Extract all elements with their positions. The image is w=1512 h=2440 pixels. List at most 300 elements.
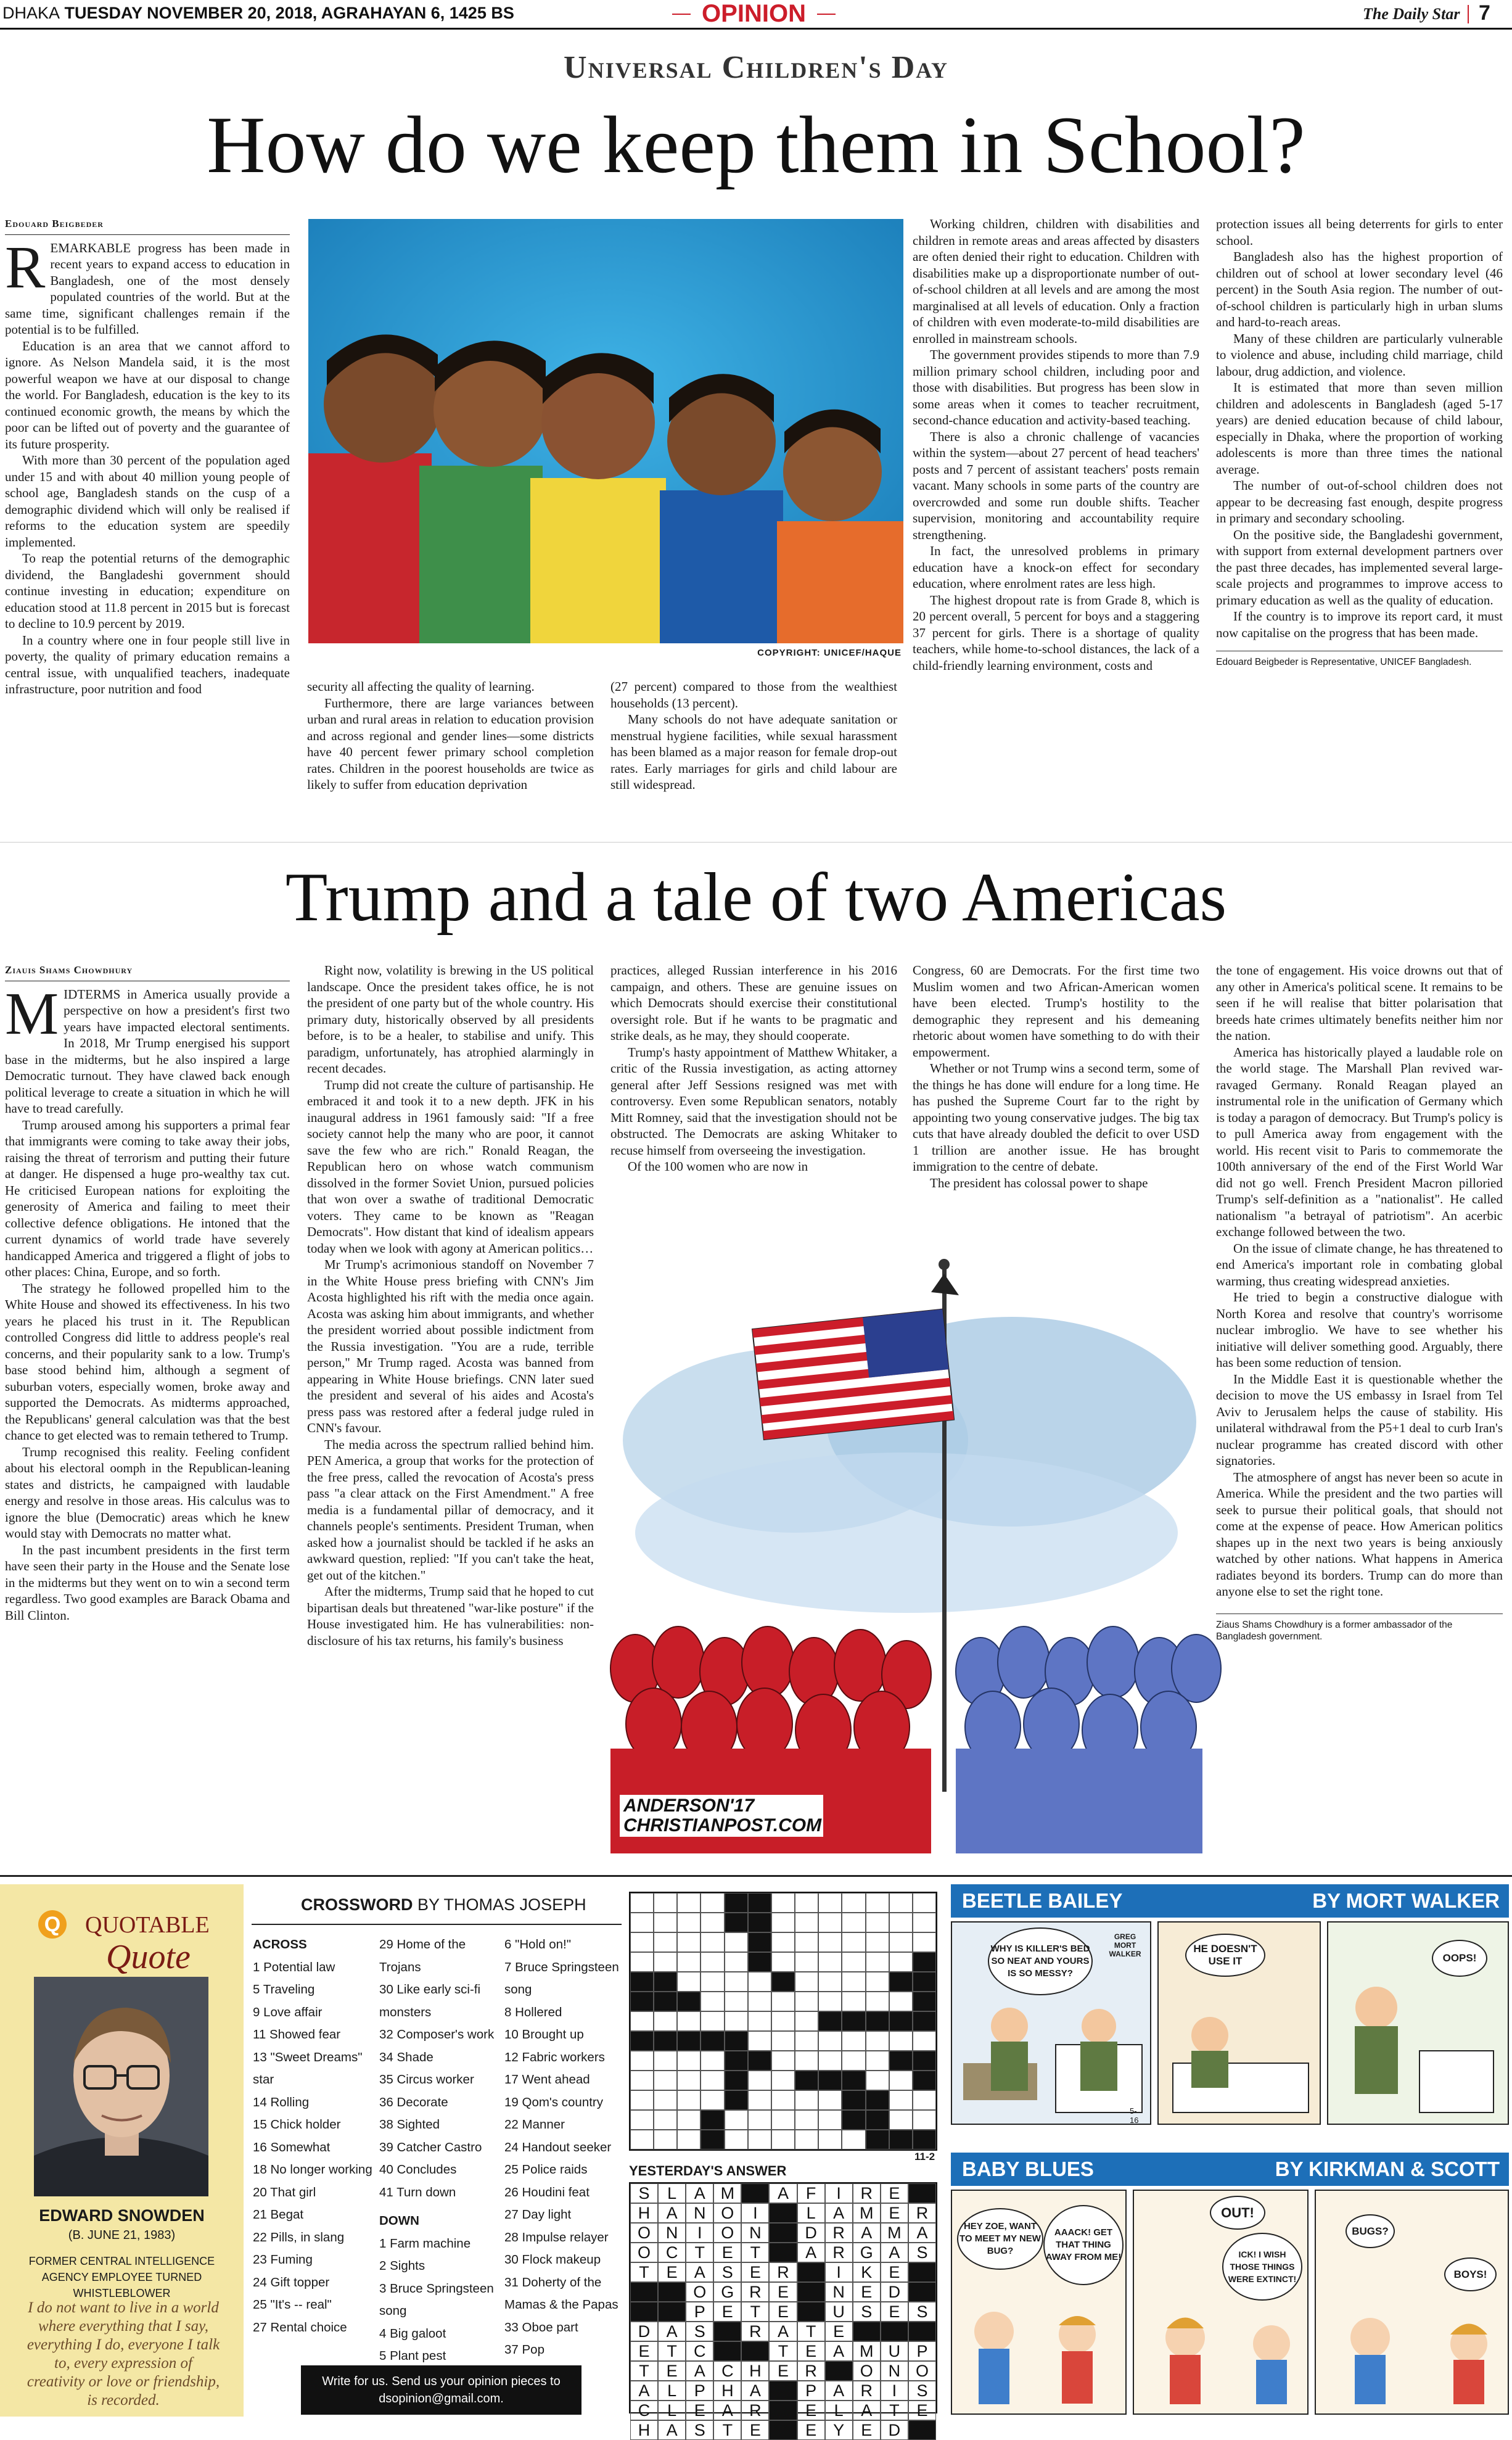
cartoon-signature: ANDERSON'17 CHRISTIANPOST.COM (620, 1795, 823, 1837)
answer-cell: O (713, 2223, 741, 2243)
answer-cell (769, 2243, 797, 2262)
grid-cell (725, 2071, 748, 2090)
article1-kicker: Universal Children's Day (564, 50, 948, 85)
answer-cell: T (630, 2262, 658, 2282)
answer-cell: M (853, 2203, 881, 2223)
comic2-strip (951, 2190, 1509, 2415)
grid-cell[interactable] (913, 2110, 936, 2130)
answer-cell (908, 2322, 936, 2341)
grid-cell[interactable] (889, 1932, 913, 1952)
answer-cell: C (686, 2341, 713, 2361)
answer-cell: T (630, 2361, 658, 2381)
answer-cell: G (853, 2243, 881, 2262)
grid-cell[interactable] (866, 2071, 889, 2090)
answer-cell: E (769, 2282, 797, 2302)
answer-cell (658, 2282, 686, 2302)
grid-cell[interactable] (795, 1952, 818, 1972)
grid-cell[interactable] (630, 1893, 654, 1913)
grid-cell[interactable] (889, 1913, 913, 1932)
grid-cell[interactable] (842, 1952, 865, 1972)
drop-cap: R (5, 234, 46, 301)
grid-cell[interactable] (866, 2031, 889, 2051)
answer-cell: E (630, 2341, 658, 2361)
grid-cell (654, 1972, 677, 1992)
answer-cell: A (658, 2420, 686, 2440)
answer-cell: A (825, 2341, 853, 2361)
answer-cell: A (658, 2322, 686, 2341)
grid-cell[interactable] (795, 2031, 818, 2051)
grid-cell[interactable] (795, 2051, 818, 2071)
grid-cell (677, 1992, 701, 2011)
grid-cell[interactable] (654, 1932, 677, 1952)
answer-cell: N (881, 2361, 908, 2381)
answer-cell (853, 2322, 881, 2341)
article2-col1: Ziauis Shams Chowdhury MIDTERMS in America usually provide a perspective on how a president's first two years have impacted electoral sentiments. In 2018, Mr Trump energised his support base in the midterms, but he also inspired a large Democratic turnout. They have clawed back enough political leverage to create a situation in which he will have to tread carefully. Trump aroused among his supporters a primal fear that immigrants were coming to take away their jobs, raising the threat of terrorism and putting their future at danger. He dispensed a huge pro-wealthy tax cut. He criticised European nations for exploiting the generosity of America and failing to meet their collective defence obligations. He intoned that the current dynamics of world trade have severely handicapped America and triggered a flight of jobs to other places: China, Europe, and so forth. The strategy he followed propelled him to the White House and showed its effectiveness. In his two years he placed his trust in it. The Republican controlled Congress did little to address people's real concerns, and their popularity sank to a low. Trump's base stood behind him, although a segment of suburban voters, especially women, broke away and supported the Democrats. As midterms approached, the Republicans' general calculation was that the best chance to get elected was to remain tethered to Trump. Trump recognised this reality. Feeling confident about his electoral oomph in the Republican-leaning states and districts, he campaigned with laudable energy and resolve in those areas. His calculus was to ignore the blue (Democratic) areas which he knew would stay with Democrats no matter what. In the past incumbent presidents in the first term have seen their party in the House and the Senate lose in the midterms but they went on to win a second term regardless. Two good examples are Barack Obama and Bill Clinton. (5, 962, 290, 1850)
grid-cell[interactable] (889, 2031, 913, 2051)
answer-cell: T (741, 2302, 769, 2322)
masthead (0, 0, 1512, 30)
grid-cell[interactable] (677, 1893, 701, 1913)
article2-col3: practices, alleged Russian interference in his 2016 campaign, and others. These are genuine issues on which Democrats should exercise their constitutional oversight role. But if he wants to be pragmatic and strike deals, as he may, they should cooperate. Trump's hasty appointment of Matthew Whitaker, a critic of the Russia investigation, as acting attorney general after Jeff Sessions resigned was met with controversy. Even some Republican senators, notably Mitt Romney, said that the investigation should not be obstructed. The Democrats are asking Whitaker to recuse himself from overseeing the investigation. Of the 100 women who are now in (610, 963, 897, 1174)
grid-cell[interactable] (725, 1952, 748, 1972)
grid-cell[interactable] (866, 1893, 889, 1913)
answer-cell (908, 2420, 936, 2440)
grid-cell[interactable] (818, 1893, 842, 1913)
grid-cell[interactable] (842, 1893, 865, 1913)
answer-cell: M (713, 2183, 741, 2203)
grid-cell[interactable] (913, 2090, 936, 2110)
grid-cell[interactable] (795, 1972, 818, 1992)
grid-cell[interactable] (654, 2051, 677, 2071)
answer-cell (769, 2223, 797, 2243)
grid-cell[interactable] (654, 1893, 677, 1913)
grid-cell[interactable] (842, 2051, 865, 2071)
clues-col2: 29 Home of the Trojans 30 Like early sci-fi monsters 32 Composer's work 34 Shade 35 Circus worker 36 Decorate 38 Sighted 39 Catcher Castro 40 Concludes 41 Turn down DOWN 1 Farm machine 2 Sights 3 Bruce Springsteen song 4 Big galoot 5 Plant pest (379, 1937, 495, 2363)
answer-cell: R (741, 2401, 769, 2420)
answer-cell: K (853, 2262, 881, 2282)
grid-cell[interactable] (818, 2110, 842, 2130)
grid-cell[interactable] (771, 1913, 795, 1932)
article2-col5: the tone of engagement. His voice drowns out that of any other in America's political scene. It remains to be seen if he will realise that bitter polarisation that breeds hate crimes ultimately benefits neither him nor the nation. America has historically played a laudable role on the world stage. The Marshall Plan revived war-ravaged Germany. Ronald Reagan played an instrumental role in the unification of Germany which is today a paragon of democracy. But Trump's policy is to pull America away from engagement with the world. His recent visit to Paris to commemorate the 100th anniversary of the end of the First World War did not go well. French President Macron pilloried Trump's self-definition as a "nationalist". He called nationalism "a betrayal of patriotism". An acerbic exchange followed between the two. On the issue of climate change, he has threatened to end America's important role in combating global warming, thus creating widespread anxieties. He tried to begin a constructive dialogue with North Korea and resolve that country's worrisome nuclear imbroglio. We have to see whether his initiative will deliver something good. Arguably, there has been some reduction of tension. In the Middle East it is questionable whether the decision to move the US embassy in Israel from Tel Aviv to Jerusalem helps the cause of stability. His unilateral withdrawal from the P5+1 deal to curb Iran's nuclear programme has created discord with other signatories. The atmosphere of angst has never been so acute in America. While the president and the two parties will seek to pursue their political goals, that should not come at the expense of peace. How American politics shapes up in the next two years is being anxiously watched by other nations. What happens in America radiates beyond its borders. Trump can do more than anyone else to set the right tone. Ziaus Shams Chowdhury is a former ambassador of the Bangladesh government. (1216, 963, 1503, 1642)
grid-cell[interactable] (771, 2031, 795, 2051)
grid-cell[interactable] (913, 1932, 936, 1952)
grid-cell[interactable] (842, 1932, 865, 1952)
grid-cell[interactable] (725, 1972, 748, 1992)
quote-label: QUOTABLE (85, 1912, 210, 1938)
grid-cell[interactable] (630, 2130, 654, 2149)
grid-cell[interactable] (866, 2051, 889, 2071)
crossword (252, 1884, 942, 2439)
answer-cell (797, 2302, 825, 2322)
grid-cell[interactable] (725, 1992, 748, 2011)
grid-cell[interactable] (677, 1952, 701, 1972)
grid-cell[interactable] (818, 1952, 842, 1972)
answer-label: YESTERDAY'S ANSWER (629, 2163, 787, 2178)
grid-cell[interactable] (677, 2051, 701, 2071)
grid-cell (771, 1972, 795, 1992)
crossword-author: BY THOMAS JOSEPH (417, 1895, 586, 1914)
answer-cell: T (686, 2243, 713, 2262)
grid-cell[interactable] (654, 2090, 677, 2110)
answer-cell: D (797, 2223, 825, 2243)
grid-cell[interactable] (866, 1913, 889, 1932)
answer-cell: E (908, 2401, 936, 2420)
grid-cell[interactable] (630, 1932, 654, 1952)
answer-cell (769, 2401, 797, 2420)
answer-cell: A (741, 2381, 769, 2401)
grid-cell[interactable] (677, 2090, 701, 2110)
grid-cell[interactable] (630, 1913, 654, 1932)
grid-cell[interactable] (748, 2011, 771, 2031)
grid-cell (795, 2071, 818, 2090)
answer-cell: T (881, 2401, 908, 2420)
answer-cell: S (686, 2420, 713, 2440)
answer-cell: A (769, 2183, 797, 2203)
grid-cell[interactable] (701, 1932, 724, 1952)
grid-cell[interactable] (677, 1972, 701, 1992)
grid-cell[interactable] (630, 2071, 654, 2090)
grid-cell[interactable] (725, 2110, 748, 2130)
grid-cell[interactable] (630, 2051, 654, 2071)
grid-cell (913, 2130, 936, 2149)
grid-cell[interactable] (889, 2090, 913, 2110)
grid-cell[interactable] (842, 1972, 865, 1992)
answer-cell: P (686, 2381, 713, 2401)
comic2-bubble3: OUT! (1210, 2196, 1265, 2230)
answer-cell: A (713, 2401, 741, 2420)
answer-cell: T (769, 2341, 797, 2361)
grid-cell[interactable] (795, 2130, 818, 2149)
comic1-header (951, 1884, 1509, 1918)
answer-cell: R (908, 2203, 936, 2223)
answer-cell: L (658, 2401, 686, 2420)
answer-cell (630, 2282, 658, 2302)
grid-cell[interactable] (701, 1972, 724, 1992)
grid-cell[interactable] (654, 2110, 677, 2130)
grid-cell (725, 1913, 748, 1932)
grid-cell (748, 1952, 771, 1972)
comic2-bubble6: BOYS! (1444, 2257, 1497, 2291)
article2-col4: Congress, 60 are Democrats. For the first time two Muslim women and two African-American women have been elected. Trump's hostility to the demographic they represent and his demeaning rhetoric about women have something to do with their empowerment. Whether or not Trump wins a second term, some of the things he has done will endure for a long time. He has pushed the Supreme Court far to the right by appointing two young conservative judges. The big tax cuts that have already doubled the deficit to over USD 1 trillion are another issue. He has brought immigration to the centre of debate. The president has colossal power to shape (913, 963, 1199, 1190)
grid-cell[interactable] (818, 2031, 842, 2051)
grid-cell (889, 2011, 913, 2031)
answer-cell: U (881, 2341, 908, 2361)
answer-cell: A (797, 2243, 825, 2262)
grid-cell[interactable] (842, 2130, 865, 2149)
article2-title: Trump and a tale of two Americas (285, 859, 1227, 936)
grid-cell[interactable] (795, 1992, 818, 2011)
grid-cell[interactable] (866, 1972, 889, 1992)
grid-cell[interactable] (654, 2011, 677, 2031)
answer-cell: A (686, 2183, 713, 2203)
answer-cell: E (881, 2203, 908, 2223)
section-label: OPINION (691, 0, 817, 27)
answer-cell: S (713, 2262, 741, 2282)
article1-col2: security all affecting the quality of learning. Furthermore, there are large variances between urban and rural areas in relation to education provision and across regional and gender lines—some districts have 40 percent fewer primary school completion rates. Children in the poorest households are twice as likely to suffer from education deprivation (307, 679, 594, 792)
answer-cell (908, 2183, 936, 2203)
photo-credit: COPYRIGHT: UNICEF/HAQUE (757, 648, 902, 658)
answer-grid (629, 2182, 937, 2439)
answer-cell: R (797, 2361, 825, 2381)
grid-cell[interactable] (795, 2110, 818, 2130)
answer-cell (741, 2183, 769, 2203)
grid-cell[interactable] (630, 2090, 654, 2110)
answer-cell: H (741, 2361, 769, 2381)
answer-cell: I (825, 2262, 853, 2282)
answer-cell: E (797, 2420, 825, 2440)
article1-col5: protection issues all being deterrents for girls to enter school. Bangladesh also has the highest proportion of children out of school at lower secondary level (46 percent) in the South Asia region. The number of out-of-school children is particularly high in urban slums and hard-to-reach areas. Many of these children are particularly vulnerable to violence and abuse, including child marriage, child labour, drug addiction, and violence. It is estimated that more than seven million children and adolescents in Bangladesh (aged 5-17 years) are denied education because of child labour, especially in Dhaka, where the proportion of working adolescents is more than three times the national average. The number of out-of-school children does not appear to be decreasing fast enough, despite progress in primary and secondary schooling. On the positive side, the Bangladeshi government, with support from external development partners over the past three decades, has implemented several large-scale projects and programmes to improve access to primary education as well as the quality of education. If the country is to improve its report card, it must now capitalise on the progress that has been made. Edouard Beigbeder is Representative, UNICEF Bangladesh. (1216, 216, 1503, 667)
grid-cell[interactable] (771, 1952, 795, 1972)
answer-cell: O (630, 2243, 658, 2262)
grid-cell[interactable] (725, 2011, 748, 2031)
grid-cell (630, 1992, 654, 2011)
answer-cell (908, 2262, 936, 2282)
article1-byline: Edouard Beigbeder (5, 216, 290, 235)
grid-cell[interactable] (795, 2090, 818, 2110)
comic1-bubble3: OOPS! (1432, 1940, 1487, 1977)
grid-cell[interactable] (701, 2071, 724, 2090)
grid-cell[interactable] (771, 2071, 795, 2090)
grid-cell[interactable] (630, 2011, 654, 2031)
grid-cell[interactable] (771, 2110, 795, 2130)
answer-cell: H (630, 2420, 658, 2440)
grid-cell[interactable] (913, 1913, 936, 1932)
grid-cell[interactable] (771, 2011, 795, 2031)
grid-cell (913, 1972, 936, 1992)
comic1-date: 5-16 (1130, 2106, 1139, 2125)
grid-cell[interactable] (677, 1913, 701, 1932)
grid-cell (701, 2130, 724, 2149)
grid-cell[interactable] (818, 1992, 842, 2011)
answer-cell: C (713, 2361, 741, 2381)
answer-cell (769, 2381, 797, 2401)
snowden-photo (34, 1977, 208, 2196)
comic1-title: BEETLE BAILEY (962, 1889, 1123, 1912)
grid-cell (913, 2011, 936, 2031)
comic1-bubble2: HE DOESN'T USE IT (1185, 1934, 1265, 1977)
answer-cell: S (908, 2243, 936, 2262)
grid-cell[interactable] (818, 2051, 842, 2071)
grid-cell (748, 1913, 771, 1932)
answer-cell: O (713, 2203, 741, 2223)
quote-born: (B. JUNE 21, 1983) (68, 2228, 176, 2242)
comic1-author: BY MORT WALKER (1312, 1889, 1500, 1912)
grid-cell[interactable] (842, 2031, 865, 2051)
grid-cell[interactable] (748, 2071, 771, 2090)
grid-cell[interactable] (654, 1952, 677, 1972)
grid-cell[interactable] (889, 1952, 913, 1972)
answer-cell: I (881, 2381, 908, 2401)
grid-cell (725, 2031, 748, 2051)
grid-cell[interactable] (701, 1913, 724, 1932)
grid-cell[interactable] (889, 1992, 913, 2011)
answer-cell (797, 2282, 825, 2302)
grid-cell (654, 2031, 677, 2051)
grid-cell[interactable] (818, 1972, 842, 1992)
grid-cell[interactable] (771, 1893, 795, 1913)
grid-cell[interactable] (866, 1932, 889, 1952)
grid-cell (701, 2031, 724, 2051)
grid-cell[interactable] (677, 2011, 701, 2031)
grid-cell (748, 1893, 771, 1913)
answer-cell: H (630, 2203, 658, 2223)
grid-cell[interactable] (725, 1932, 748, 1952)
answer-cell: E (658, 2361, 686, 2381)
answer-cell: N (658, 2223, 686, 2243)
grid-cell[interactable] (771, 1992, 795, 2011)
quote-box (0, 1884, 244, 2417)
grid-cell[interactable] (701, 1952, 724, 1972)
grid-cell[interactable] (771, 2090, 795, 2110)
answer-cell: R (741, 2282, 769, 2302)
article1-bio: Edouard Beigbeder is Representative, UNICEF Bangladesh. (1216, 651, 1503, 668)
grid-cell[interactable] (818, 1913, 842, 1932)
comic2-bubble2: AAACK! GET THAT THING AWAY FROM ME! (1043, 2205, 1124, 2285)
grid-cell[interactable] (842, 1913, 865, 1932)
grid-cell (701, 2110, 724, 2130)
grid-cell[interactable] (748, 2130, 771, 2149)
page-number: 7 (1479, 1, 1490, 25)
grid-cell[interactable] (677, 2071, 701, 2090)
comic2-title: BABY BLUES (962, 2158, 1094, 2180)
grid-cell[interactable] (748, 2090, 771, 2110)
article1-col1: Edouard Beigbeder REMARKABLE progress has been made in recent years to expand access to education in Bangladesh, one of the most densely populated countries of the world. But at the same time, significant challenges remain if the potential is to be fulfilled. Education is an area that we cannot afford to ignore. As Nelson Mandela said, it is the most powerful weapon we have at our disposal to change the world. For Bangladesh, education is the key to its continued economic growth, the means by which the poor can be lifted out of poverty and the guarantee of its future prosperity. With more than 30 percent of the population aged under 15 and with about 40 million young people of school age, Bangladesh stands on the cusp of a demographic dividend which will only be realised if reforms to the education system are speedily implemented. To reap the potential returns of the demographic dividend, the Bangladeshi government should continue investing in education; expenditure on education stood at 11.8 percent in 2015 but is forecast to decline to 10.9 percent by 2019. In a country where one in four people still live in poverty, the quality of primary education remains a central issue, with unqualified teachers, inadequate infrastructure, poor nutrition and food (5, 216, 290, 820)
answer-cell: H (713, 2381, 741, 2401)
grid-cell[interactable] (771, 1932, 795, 1952)
answer-cell: S (908, 2381, 936, 2401)
answer-cell: R (825, 2223, 853, 2243)
grid-cell (913, 2071, 936, 2090)
grid-cell[interactable] (677, 2110, 701, 2130)
answer-cell (713, 2322, 741, 2341)
grid-cell[interactable] (842, 1992, 865, 2011)
quote-role: FORMER CENTRAL INTELLIGENCE AGENCY EMPLOYEE TURNED WHISTLEBLOWER (28, 2255, 215, 2299)
answer-cell (630, 2302, 658, 2322)
answer-cell: A (630, 2381, 658, 2401)
grid-cell[interactable] (748, 2110, 771, 2130)
answer-cell: P (686, 2302, 713, 2322)
crossword-grid[interactable] (629, 1892, 937, 2151)
answer-cell: E (686, 2401, 713, 2420)
grid-cell[interactable] (889, 2110, 913, 2130)
grid-cell[interactable] (818, 2090, 842, 2110)
quote-label-2: Quote (106, 1938, 191, 1976)
answer-cell: M (853, 2341, 881, 2361)
answer-cell: A (825, 2381, 853, 2401)
answer-cell: L (825, 2401, 853, 2420)
clues-col1: ACROSS 1 Potential law 5 Traveling 9 Love affair 11 Showed fear 13 "Sweet Dreams" star 14 Rolling 15 Chick holder 16 Somewhat 18 No longer working 20 That girl 21 Begat 22 Pills, in slang 23 Fuming 24 Gift topper 25 "It's -- real" 27 Rental choice (253, 1937, 372, 2335)
answer-cell: L (797, 2203, 825, 2223)
grid-cell[interactable] (913, 2031, 936, 2051)
grid-cell[interactable] (677, 1932, 701, 1952)
comic2-bubble4: ICK! I WISH THOSE THINGS WERE EXTINCT! (1222, 2233, 1302, 2301)
grid-cell[interactable] (771, 2130, 795, 2149)
grid-cell (866, 2090, 889, 2110)
answer-cell: E (713, 2302, 741, 2322)
grid-cell[interactable] (889, 1893, 913, 1913)
grid-cell (842, 2011, 865, 2031)
grid-cell[interactable] (701, 2090, 724, 2110)
answer-cell: R (853, 2381, 881, 2401)
answer-cell: E (881, 2183, 908, 2203)
crossword-header (252, 1884, 622, 1925)
grid-cell[interactable] (654, 1913, 677, 1932)
grid-cell[interactable] (748, 1972, 771, 1992)
grid-cell[interactable] (795, 1893, 818, 1913)
grid-cell (913, 1992, 936, 2011)
grid-cell[interactable] (795, 1913, 818, 1932)
answer-cell: P (797, 2381, 825, 2401)
answer-cell: T (741, 2243, 769, 2262)
grid-cell[interactable] (701, 2011, 724, 2031)
answer-cell: A (853, 2401, 881, 2420)
grid-cell[interactable] (630, 1952, 654, 1972)
grid-cell (842, 2110, 865, 2130)
comics (951, 1884, 1509, 2417)
grid-cell[interactable] (913, 1893, 936, 1913)
answer-cell: M (881, 2223, 908, 2243)
answer-cell: T (797, 2322, 825, 2341)
answer-cell: S (853, 2302, 881, 2322)
answer-cell: N (825, 2282, 853, 2302)
answer-cell (881, 2322, 908, 2341)
answer-cell: E (769, 2302, 797, 2322)
grid-cell[interactable] (677, 2130, 701, 2149)
grid-cell (889, 1972, 913, 1992)
grid-cell[interactable] (654, 2071, 677, 2090)
grid-cell (889, 2051, 913, 2071)
answer-cell: E (741, 2420, 769, 2440)
grid-cell (818, 2011, 842, 2031)
article1-col3: (27 percent) compared to those from the wealthiest households (13 percent). Many schools do not have adequate sanitation or menstrual hygiene facilities, while sexual harassment has been blamed as a major reason for female drop-out rates. Early marriages for girls and child labour are still widespread. (610, 679, 897, 792)
grid-cell[interactable] (725, 2130, 748, 2149)
article2-bio: Ziaus Shams Chowdhury is a former ambassador of the Bangladesh government. (1216, 1614, 1503, 1642)
answer-cell (825, 2361, 853, 2381)
grid-cell[interactable] (866, 1952, 889, 1972)
grid-cell[interactable] (818, 2130, 842, 2149)
answer-cell: C (630, 2401, 658, 2420)
answer-cell: I (825, 2183, 853, 2203)
grid-cell (818, 2071, 842, 2090)
grid-cell[interactable] (748, 1992, 771, 2011)
grid-cell[interactable] (818, 1932, 842, 1952)
grid-cell[interactable] (630, 2110, 654, 2130)
grid-cell[interactable] (795, 1932, 818, 1952)
grid-cell[interactable] (795, 2011, 818, 2031)
grid-cell (725, 2051, 748, 2071)
answer-cell: S (630, 2183, 658, 2203)
answer-cell (908, 2282, 936, 2302)
article2-col2: Right now, volatility is brewing in the US political landscape. Once the president takes office, he is not the president of one party but of the whole country. His primary duty, historically observed by all presidents before, is to be a healer, to stabilise and unify. This paradigm, unfortunately, has atrophied alarmingly in recent decades. Trump did not create the culture of partisanship. He embraced it and took it to a new depth. JFK in his inaugural address in 1961 famously said: "If a free society cannot help the many who are poor, it cannot save the few who are rich." Ronald Reagan, the Republican hero on whose watch communism dissolved in the former Soviet Union, pursued policies that won over a swathe of traditional Democratic voters. They came to be known as "Reagan Democrats". How distant that kind of idealism appears today when we look with agony at American politics… Mr Trump's acrimonious standoff on November 7 in the White House press briefing with CNN's Jim Acosta highlighted his rift with the media once again. Acosta was asking him about immigrants, and whether the president worried about possible indictment from the Russia investigation. "You are a rude, terrible person," Mr Trump raged. Acosta was banned from appearing in White House briefings. CNN later sued the president and several of his aides and Acosta's press pass was restored after a federal judge ruled in CNN's favour. The media across the spectrum rallied behind him. PEN America, a group that works for the protection of the free press, called the revocation of Acosta's press pass "a clear attack on the First Amendment." A free media is a fundamental pillar of democracy, and it channels people's sentiments. President Truman, when asked how a journalist should be tackled if he asks an awkward question, replied: "If you can't take the heat, get out of the kitchen." After the midterms, Trump said that he hoped to cut bipartisan deals but threatened "war-like posture" if the House investigated him. He has vulnerabilities: non-disclosure of his tax returns, his family's business (307, 963, 594, 1648)
grid-cell (630, 1972, 654, 1992)
article1-col4: Working children, children with disabilities and children in remote areas and areas affected by disasters are often denied their right to education. Children with disabilities make up a disproportionate number of out-of-school children at all levels and are among the most marginalised at all levels of education. Only a fraction of children with even moderate-to-mild disabilities are enrolled in mainstream schools. The government provides stipends to more than 7.9 million primary school children, including poor and those with disabilities. But progress has been slow in some areas when it comes to teacher recruitment, second-chance education and activity-based teaching. There is also a chronic challenge of vacancies within the system—about 27 percent of head teachers' posts and 7 percent of assistant teachers' posts remain vacant. Many schools in some parts of the country are overcrowded and some run double shifts. Teacher supervision, monitoring and accountability require strengthening. In fact, the unresolved problems in primary education have a knock-on effect for secondary education, where enrolment rates are less high. The highest dropout rate is from Grade 8, which is 20 percent overall, 5 percent for boys and a staggering 37 percent for girls. There is a shortage of quality teachers, while home-to-school distances, the lack of a child-friendly learning environment, costs and (913, 216, 1199, 673)
grid-cell (866, 2130, 889, 2149)
grid-cell[interactable] (701, 1992, 724, 2011)
grid-cell[interactable] (748, 2031, 771, 2051)
grid-cell[interactable] (771, 2051, 795, 2071)
grid-cell (677, 2031, 701, 2051)
grid-cell (889, 2130, 913, 2149)
answer-cell: O (853, 2361, 881, 2381)
grid-cell (913, 2051, 936, 2071)
grid-cell[interactable] (654, 2130, 677, 2149)
answer-cell: D (630, 2322, 658, 2341)
grid-cell[interactable] (701, 1893, 724, 1913)
grid-cell[interactable] (889, 2071, 913, 2090)
grid-cell[interactable] (866, 1992, 889, 2011)
grid-cell[interactable] (701, 2051, 724, 2071)
comic2-bubble1: HEY ZOE, WANT TO MEET MY NEW BUG? (957, 2208, 1043, 2270)
